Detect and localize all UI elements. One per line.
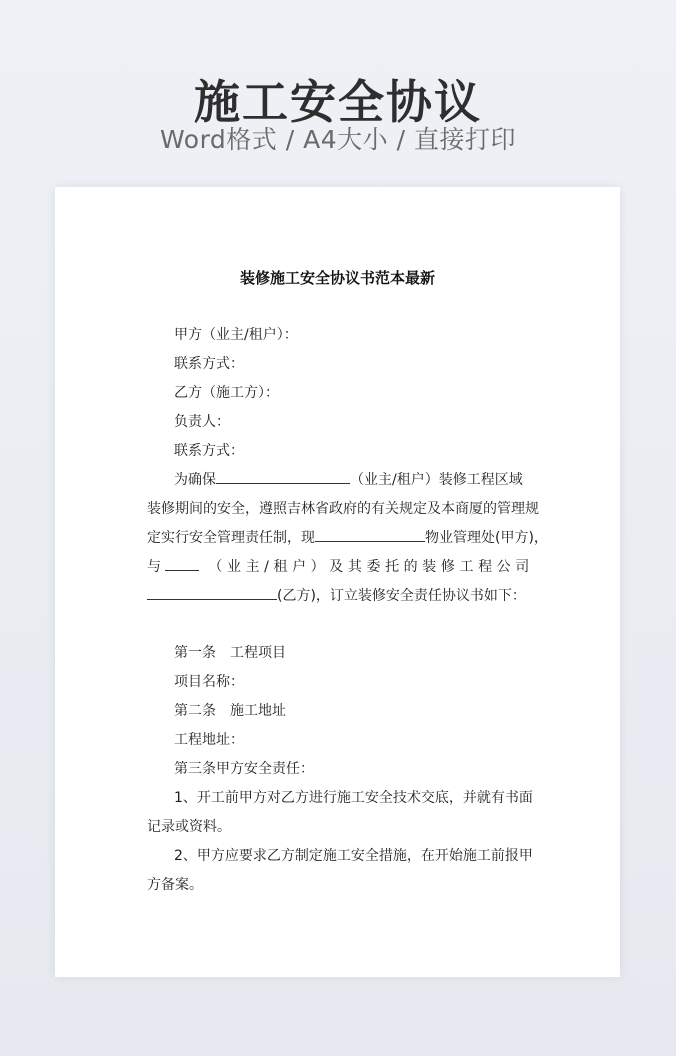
page-subtitle: Word格式 / A4大小 / 直接打印 (160, 125, 516, 154)
article-3-heading: 第三条甲方安全责任： (174, 761, 314, 777)
project-address-label: 工程地址： (174, 732, 244, 748)
owner-blank (165, 558, 199, 571)
intro-1-post: （业主/租户）装修工程区域 (350, 472, 523, 488)
item-2-line-2: 方备案。 (147, 877, 203, 893)
property-blank (315, 529, 425, 542)
contact-b-label: 联系方式： (174, 443, 244, 459)
intro-line-3 (147, 527, 548, 547)
item-1-line-2: 记录或资料。 (147, 819, 231, 835)
intro-3-pre: 定实行安全管理责任制，现 (147, 530, 315, 546)
person-in-charge-label: 负责人： (174, 414, 230, 430)
tenant-blank (216, 471, 350, 484)
document-title: 装修施工安全协议书范本最新 (239, 269, 435, 287)
item-2-line-1: 2、甲方应要求乙方制定施工安全措施，在开始施工前报甲 (174, 848, 533, 864)
intro-line-2: 装修期间的安全，遵照吉林省政府的有关规定及本商厦的管理规 (147, 501, 539, 517)
party-a-label: 甲方（业主/租户）： (174, 327, 298, 343)
intro-line-1 (174, 469, 523, 489)
intro-1-pre: 为确保 (174, 472, 216, 488)
intro-5-post: (乙方)，订立装修安全责任协议书如下： (277, 588, 526, 604)
intro-line-5 (147, 585, 526, 605)
intro-4-post: （业主/租户）及其委托的装修工程公司 (208, 559, 534, 575)
page-title: 施工安全协议 (194, 75, 482, 129)
intro-line-4 (147, 556, 534, 576)
intro-4-pre: 与 (147, 559, 161, 575)
article-2-heading: 第二条 施工地址 (174, 703, 286, 719)
article-1-heading: 第一条 工程项目 (174, 645, 286, 661)
intro-3-post: 物业管理处(甲方)， (425, 530, 548, 546)
project-name-label: 项目名称： (174, 674, 244, 690)
party-b-label: 乙方（施工方）： (174, 385, 279, 401)
contact-a-label: 联系方式： (174, 356, 244, 372)
document-page (55, 187, 620, 977)
item-1-line-1: 1、开工前甲方对乙方进行施工安全技术交底，并就有书面 (174, 790, 533, 806)
contractor-blank (147, 587, 277, 600)
